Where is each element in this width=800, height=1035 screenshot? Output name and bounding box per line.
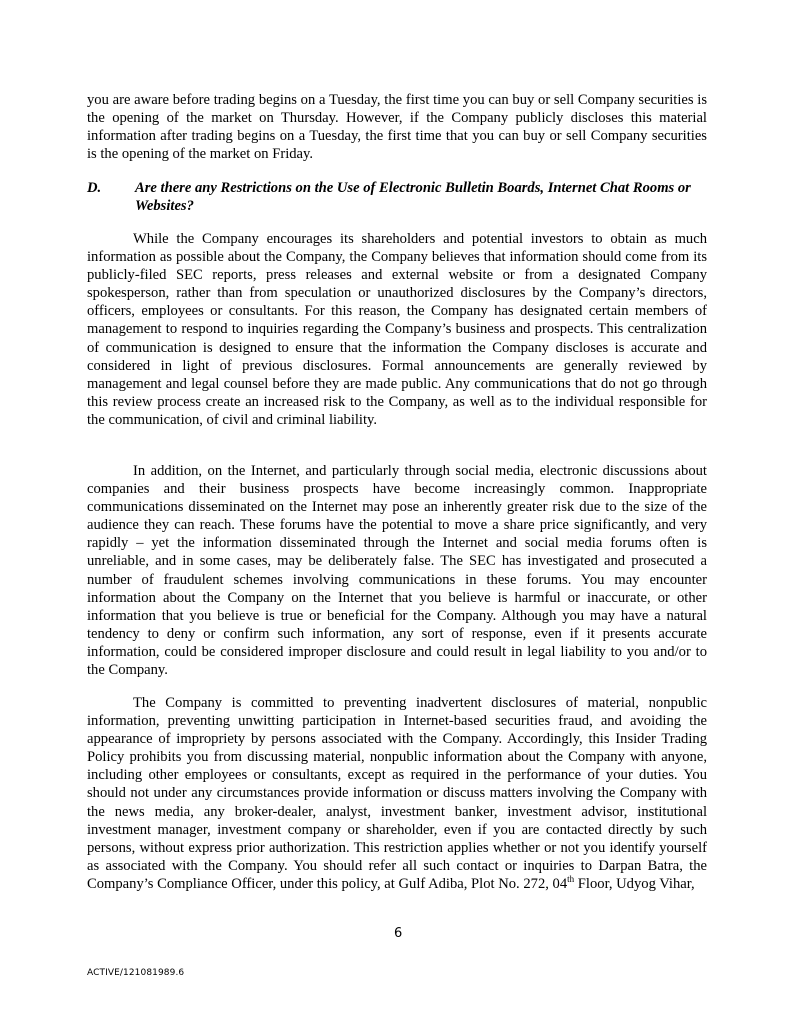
section-heading [87,179,707,215]
paragraph-internet-discussions: In addition, on the Internet, and particularly through social media, electronic discussions about companies and their business prospects have become increasingly common. Inappropriate communications disseminated on the Internet may pose an inherently greater risk due to the size of the audience they can reach. These forums have the potential to move a share price significantly, and very rapidly – yet the information disseminated through the Internet and social media forums often is unreliable, and in some cases, may be deliberately false. The SEC has investigated and prosecuted a number of fraudulent schemes involving communications in these forums. You may encounter information about the Company on the Internet that you believe is harmful or inaccurate, or other information that you believe is true or beneficial for the Company. Although you may have a natural tendency to deny or confirm such information, any sort of response, even if it presents accurate information, could be considered improper disclosure and could result in legal liability to you and/or to the Company. [87,463,707,679]
paragraph-disclosure-prevention [87,694,707,893]
paragraph-text-end: Floor, Udyog Vihar, [574,875,695,892]
ordinal-superscript: th [567,874,575,885]
paragraph-company-information: While the Company encourages its shareholders and potential investors to obtain as much information as possible about the Company, the Company believes that information should come from its publicly-filed SEC reports, press releases and external website or from a designated Company spokesperson, rather than from speculation or unauthorized disclosures by the Company’s directors, officers, employees or consultants. For this reason, the Company has designated certain members of management to respond to inquiries regarding the Company’s business and prospects. This centralization of communication is designed to ensure that the information the Company discloses is accurate and considered in light of previous disclosures. Formal announcements are generally reviewed by management and legal counsel before they are made public. Any communications that do not go through this review process create an increased risk to the Company, as well as to the individual responsible for the communication, of civil and criminal liability. [87,231,707,428]
section-title: Are there any Restrictions on the Use of Electronic Bulletin Boards, Internet Chat Rooms or Websites? [135,180,691,215]
section-letter: D. [87,180,102,196]
document-id: ACTIVE/121081989.6 [87,968,185,978]
page-number: 6 [394,926,403,941]
paragraph-text: The Company is committed to preventing inadvertent disclosures of material, nonpublic information, preventing unwitting participation in Internet-based securities fraud, and avoiding the appearance of impropriety by persons associated with the Company. Accordingly, this Insider Trading Policy prohibits you from discussing material, nonpublic information about the Company with anyone, including other employees or consultants, except as required in the performance of your duties. You should not under any circumstances provide information or discuss matters involving the Company with the news media, any broker-dealer, analyst, investment banker, investment advisor, institutional investment manager, investment company or shareholder, even if you are contacted directly by such persons, without express prior authorization. This restriction applies whether or not you identify yourself as associated with the Company. You should refer all such contact or inquiries to Darpan Batra, the Company’s Compliance Officer, under this policy, at Gulf Adiba, Plot No. 272, 04 [87,695,707,892]
intro-paragraph: you are aware before trading begins on a Tuesday, the first time you can buy or sell Company securities is the opening of the market on Thursday. However, if the Company publicly discloses this material information after trading begins on a Tuesday, the first time that you can buy or sell Company securities is the opening of the market on Friday. [87,92,707,163]
